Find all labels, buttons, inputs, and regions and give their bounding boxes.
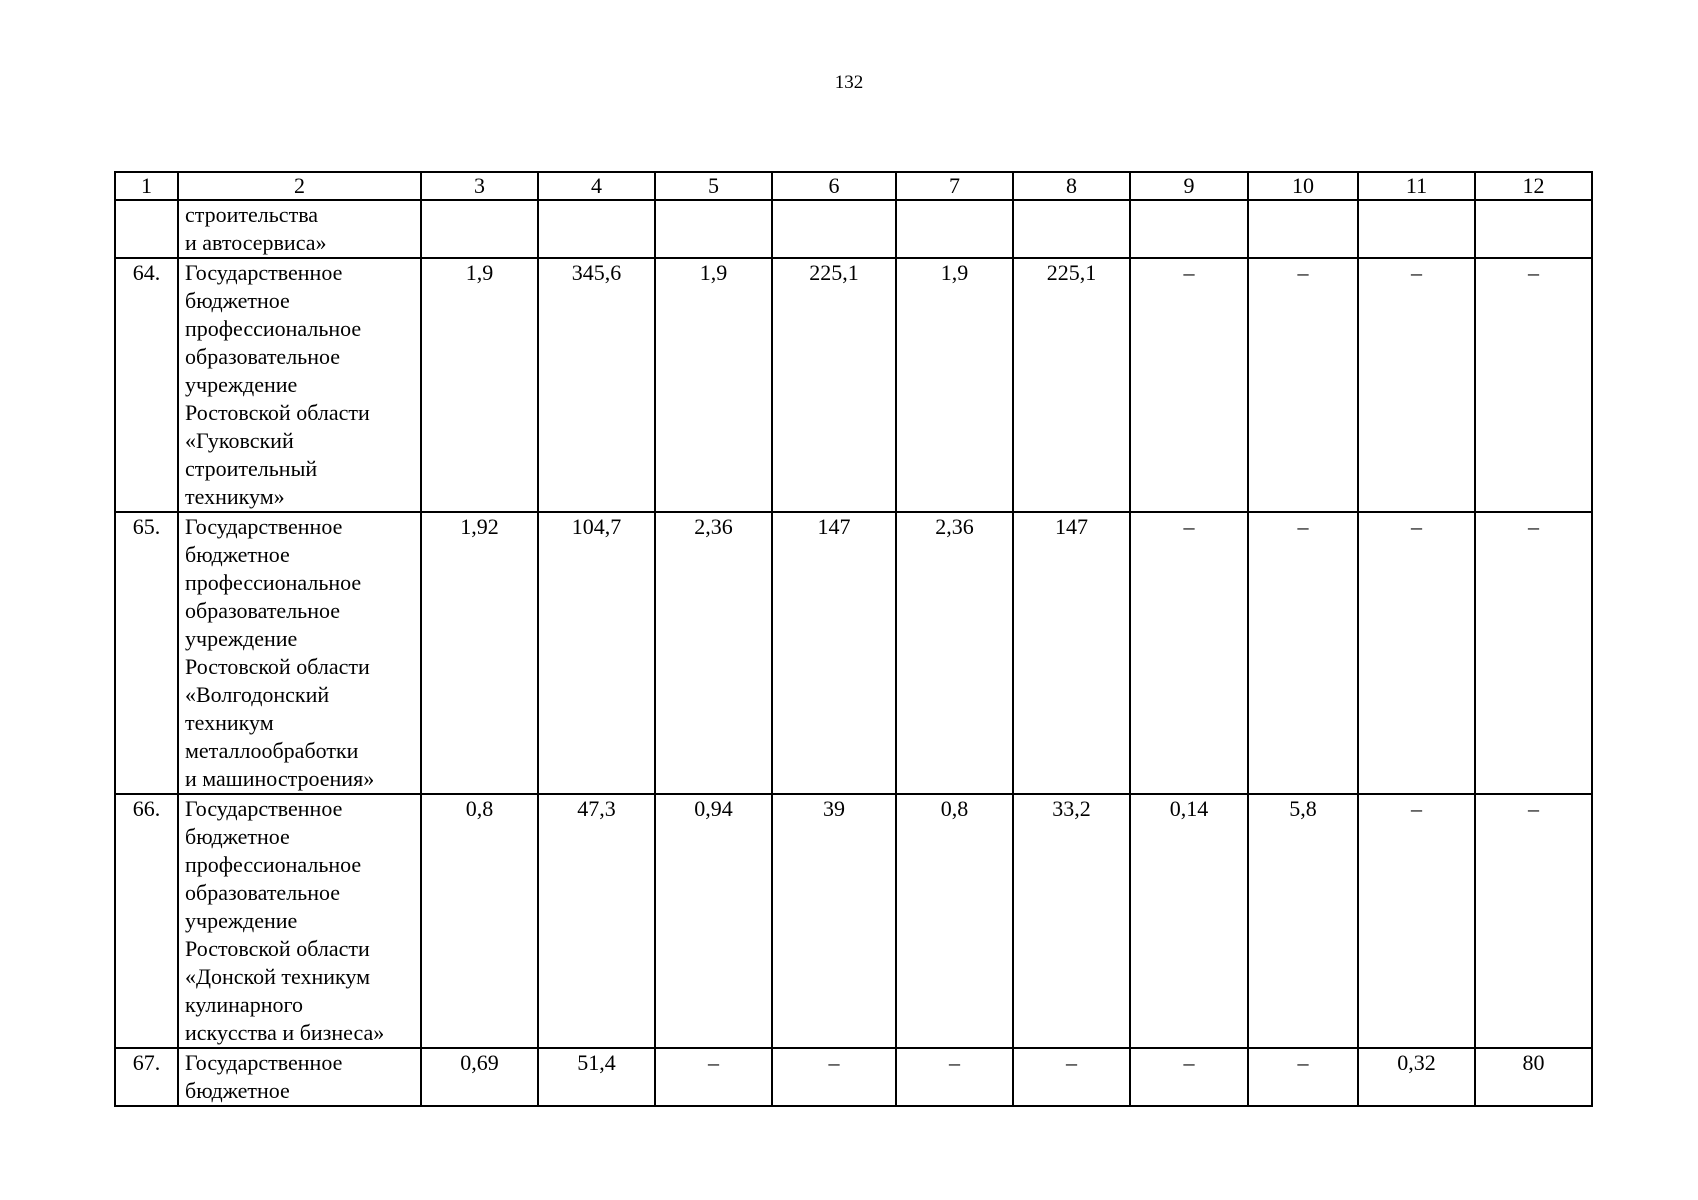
cell-col12: –: [1475, 512, 1592, 794]
institution-name: Государственное бюджетное профессиональное образовательное учреждение Ростовской области «Донской техникум кулинарного искусства и бизнеса»: [178, 794, 421, 1048]
header-cell: 5: [655, 172, 772, 200]
cell-col4: 104,7: [538, 512, 655, 794]
table-row: [115, 200, 1592, 258]
row-number: 67.: [115, 1048, 178, 1106]
cell-col5: 2,36: [655, 512, 772, 794]
cell-col5: 0,94: [655, 794, 772, 1048]
cell-col12: 80: [1475, 1048, 1592, 1106]
cell-col3: 0,69: [421, 1048, 538, 1106]
header-cell: 7: [896, 172, 1013, 200]
page-number: 132: [834, 72, 864, 93]
cell-col5: –: [655, 1048, 772, 1106]
cell-col11: 0,32: [1358, 1048, 1475, 1106]
header-cell: 3: [421, 172, 538, 200]
cell-col8: [1013, 200, 1130, 258]
cell-col11: –: [1358, 512, 1475, 794]
table-row: [115, 1048, 1592, 1106]
table-row: [115, 512, 1592, 794]
cell-col8: 225,1: [1013, 258, 1130, 512]
cell-col6: –: [772, 1048, 896, 1106]
cell-col11: –: [1358, 258, 1475, 512]
cell-col10: –: [1248, 258, 1358, 512]
cell-col11: –: [1358, 794, 1475, 1048]
cell-col10: –: [1248, 1048, 1358, 1106]
header-cell: 9: [1130, 172, 1248, 200]
cell-col12: [1475, 200, 1592, 258]
cell-col9: 0,14: [1130, 794, 1248, 1048]
cell-col4: 345,6: [538, 258, 655, 512]
header-row: [115, 172, 1592, 200]
header-cell: 6: [772, 172, 896, 200]
header-cell: 11: [1358, 172, 1475, 200]
cell-col3: [421, 200, 538, 258]
row-number: 64.: [115, 258, 178, 512]
cell-col6: 225,1: [772, 258, 896, 512]
institution-name: строительства и автосервиса»: [178, 200, 421, 258]
cell-col4: 51,4: [538, 1048, 655, 1106]
table-row: [115, 258, 1592, 512]
cell-col6: [772, 200, 896, 258]
header-cell: 10: [1248, 172, 1358, 200]
cell-col5: 1,9: [655, 258, 772, 512]
cell-col3: 1,92: [421, 512, 538, 794]
cell-col7: 1,9: [896, 258, 1013, 512]
row-number: 65.: [115, 512, 178, 794]
header-cell: 12: [1475, 172, 1592, 200]
cell-col3: 0,8: [421, 794, 538, 1048]
cell-col9: [1130, 200, 1248, 258]
cell-col8: –: [1013, 1048, 1130, 1106]
cell-col9: –: [1130, 1048, 1248, 1106]
cell-col6: 147: [772, 512, 896, 794]
cell-col4: 47,3: [538, 794, 655, 1048]
row-number: 66.: [115, 794, 178, 1048]
institution-name: Государственное бюджетное профессиональное образовательное учреждение Ростовской области «Гуковский строительный техникум»: [178, 258, 421, 512]
cell-col9: –: [1130, 512, 1248, 794]
cell-col7: 2,36: [896, 512, 1013, 794]
header-cell: 8: [1013, 172, 1130, 200]
cell-col3: 1,9: [421, 258, 538, 512]
data-table: [114, 171, 1593, 1107]
cell-col10: –: [1248, 512, 1358, 794]
cell-col9: –: [1130, 258, 1248, 512]
cell-col6: 39: [772, 794, 896, 1048]
cell-col7: [896, 200, 1013, 258]
cell-col10: 5,8: [1248, 794, 1358, 1048]
cell-col8: 147: [1013, 512, 1130, 794]
header-cell: 2: [178, 172, 421, 200]
cell-col8: 33,2: [1013, 794, 1130, 1048]
cell-col4: [538, 200, 655, 258]
institution-name: Государственное бюджетное: [178, 1048, 421, 1106]
cell-col12: –: [1475, 258, 1592, 512]
row-number: [115, 200, 178, 258]
cell-col7: –: [896, 1048, 1013, 1106]
cell-col5: [655, 200, 772, 258]
table-row: [115, 794, 1592, 1048]
institution-name: Государственное бюджетное профессиональное образовательное учреждение Ростовской области «Волгодонский техникум металлообработки и машиностроения»: [178, 512, 421, 794]
header-cell: 1: [115, 172, 178, 200]
cell-col7: 0,8: [896, 794, 1013, 1048]
header-cell: 4: [538, 172, 655, 200]
cell-col11: [1358, 200, 1475, 258]
cell-col12: –: [1475, 794, 1592, 1048]
cell-col10: [1248, 200, 1358, 258]
